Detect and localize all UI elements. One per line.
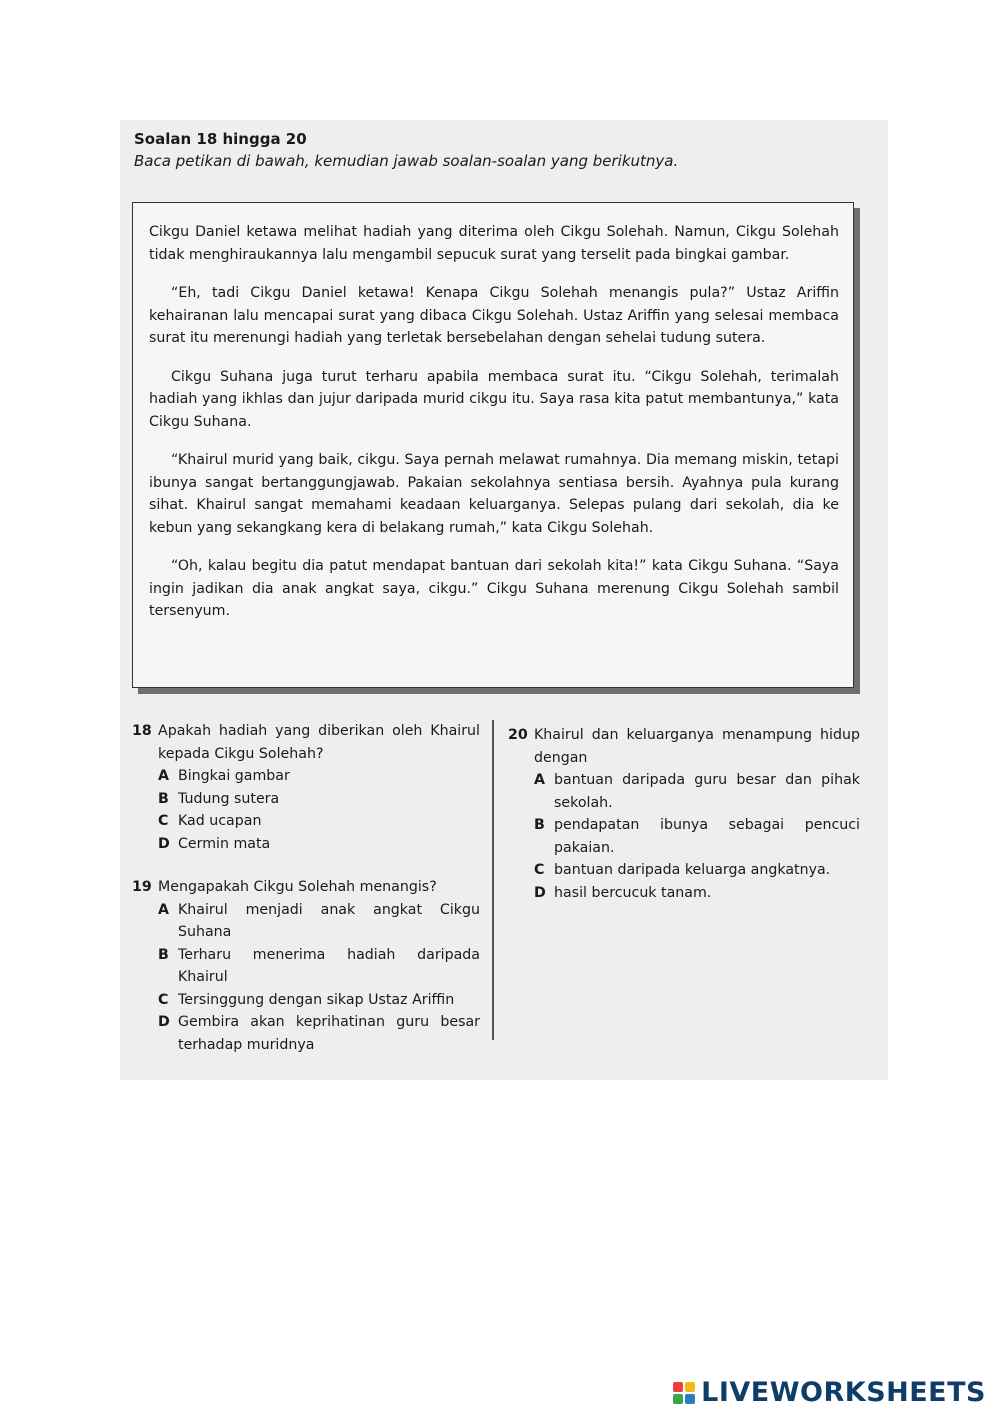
- answer-option[interactable]: [508, 814, 860, 859]
- question-20: [508, 724, 860, 904]
- answer-option[interactable]: [508, 882, 860, 905]
- option-letter: A: [158, 768, 169, 784]
- question-number: 19: [132, 879, 152, 895]
- option-letter: C: [158, 991, 169, 1008]
- answer-option[interactable]: [508, 859, 860, 882]
- column-divider: [492, 720, 494, 1040]
- option-text: Cermin mata: [178, 835, 271, 852]
- option-text: Bingkai gambar: [178, 768, 290, 784]
- option-letter: A: [534, 772, 545, 788]
- question-number: 20: [508, 727, 528, 743]
- answer-option[interactable]: [132, 810, 480, 833]
- answer-option[interactable]: [132, 899, 480, 944]
- option-text: Khairul menjadi anak angkat Cikgu Suhana: [178, 901, 480, 940]
- liveworksheets-logo-icon: [673, 1382, 695, 1404]
- logo-square: [685, 1394, 695, 1404]
- option-letter: B: [158, 790, 169, 807]
- question-number: 18: [132, 723, 152, 739]
- option-text: Gembira akan keprihatinan guru besar terhadap muridnya: [178, 1014, 480, 1053]
- answer-option[interactable]: [132, 788, 480, 811]
- option-text: pendapatan ibunya sebagai pencuci pakaian.: [554, 817, 860, 856]
- logo-square: [673, 1394, 683, 1404]
- option-letter: C: [534, 862, 545, 878]
- answer-option[interactable]: [132, 1011, 480, 1056]
- option-letter: C: [158, 813, 169, 829]
- question-stem: Khairul dan keluarganya menampung hidup dengan: [534, 727, 860, 766]
- option-letter: B: [534, 817, 545, 833]
- brand-name: LIVEWORKSHEETS: [701, 1377, 986, 1408]
- question-stem: Apakah hadiah yang diberikan oleh Khairul kepada Cikgu Solehah?: [158, 723, 480, 762]
- question-stem: Mengapakah Cikgu Solehah menangis?: [158, 879, 437, 895]
- option-letter: D: [158, 835, 170, 852]
- question-19: [132, 876, 480, 1056]
- passage-box: [132, 202, 854, 688]
- scanned-worksheet: [120, 120, 888, 1080]
- option-text: bantuan daripada guru besar dan pihak sekolah.: [554, 772, 860, 811]
- answer-option[interactable]: [508, 769, 860, 814]
- question-range-heading: Soalan 18 hingga 20: [134, 130, 307, 148]
- option-text: Tersinggung dengan sikap Ustaz Ariffin: [178, 991, 455, 1008]
- option-text: bantuan daripada keluarga angkatnya.: [554, 862, 831, 878]
- passage-paragraph: “Khairul murid yang baik, cikgu. Saya pernah melawat rumahnya. Dia memang miskin, tetapi ibunya sangat bertanggungjawab. Pakaian sekolahnya sentiasa bersih. Ayahnya pula kurang sihat. Khairul sangat memahami keadaan keluarganya. Selepas pulang dari sekolah, dia ke kebun yang sekangkang kera di belakang rumah,” kata Cikgu Solehah.: [149, 452, 839, 536]
- passage-paragraph: “Oh, kalau begitu dia patut mendapat bantuan dari sekolah kita!” kata Cikgu Suhana. “Saya ingin jadikan dia anak angkat saya, cikgu.” Cikgu Suhana merenung Cikgu Solehah sambil tersenyum.: [149, 558, 839, 619]
- answer-option[interactable]: [132, 765, 480, 788]
- answer-option[interactable]: [132, 989, 480, 1012]
- answer-option[interactable]: [132, 833, 480, 856]
- option-text: Terharu menerima hadiah daripada Khairul: [178, 946, 480, 985]
- option-text: Kad ucapan: [178, 813, 262, 829]
- option-letter: D: [158, 1014, 170, 1030]
- option-letter: A: [158, 901, 169, 918]
- logo-square: [685, 1382, 695, 1392]
- answer-option[interactable]: [132, 944, 480, 989]
- option-text: Tudung sutera: [178, 790, 280, 807]
- option-text: hasil bercucuk tanam.: [554, 884, 712, 901]
- instruction-text: Baca petikan di bawah, kemudian jawab soalan-soalan yang berikutnya.: [134, 152, 679, 170]
- logo-square: [673, 1382, 683, 1392]
- option-letter: B: [158, 946, 169, 963]
- option-letter: D: [534, 884, 546, 901]
- liveworksheets-brand[interactable]: [673, 1377, 986, 1408]
- passage-paragraph: “Eh, tadi Cikgu Daniel ketawa! Kenapa Cikgu Solehah menangis pula?” Ustaz Ariffin kehairanan lalu mencapai surat yang dibaca Cikgu Solehah. Ustaz Ariffin yang selesai membaca surat itu merenungi hadiah yang terletak bersebelahan dengan sehelai tudung sutera.: [149, 285, 839, 346]
- question-18: [132, 720, 480, 855]
- passage-paragraph: Cikgu Suhana juga turut terharu apabila membaca surat itu. “Cikgu Solehah, terimalah hadiah yang ikhlas dan jujur daripada murid cikgu itu. Saya rasa kita patut membantunya,” kata Cikgu Suhana.: [149, 368, 839, 430]
- passage-paragraph: Cikgu Daniel ketawa melihat hadiah yang diterima oleh Cikgu Solehah. Namun, Cikgu Solehah tidak menghiraukannya lalu mengambil sepucuk surat yang terselit pada bingkai gambar.: [149, 224, 839, 263]
